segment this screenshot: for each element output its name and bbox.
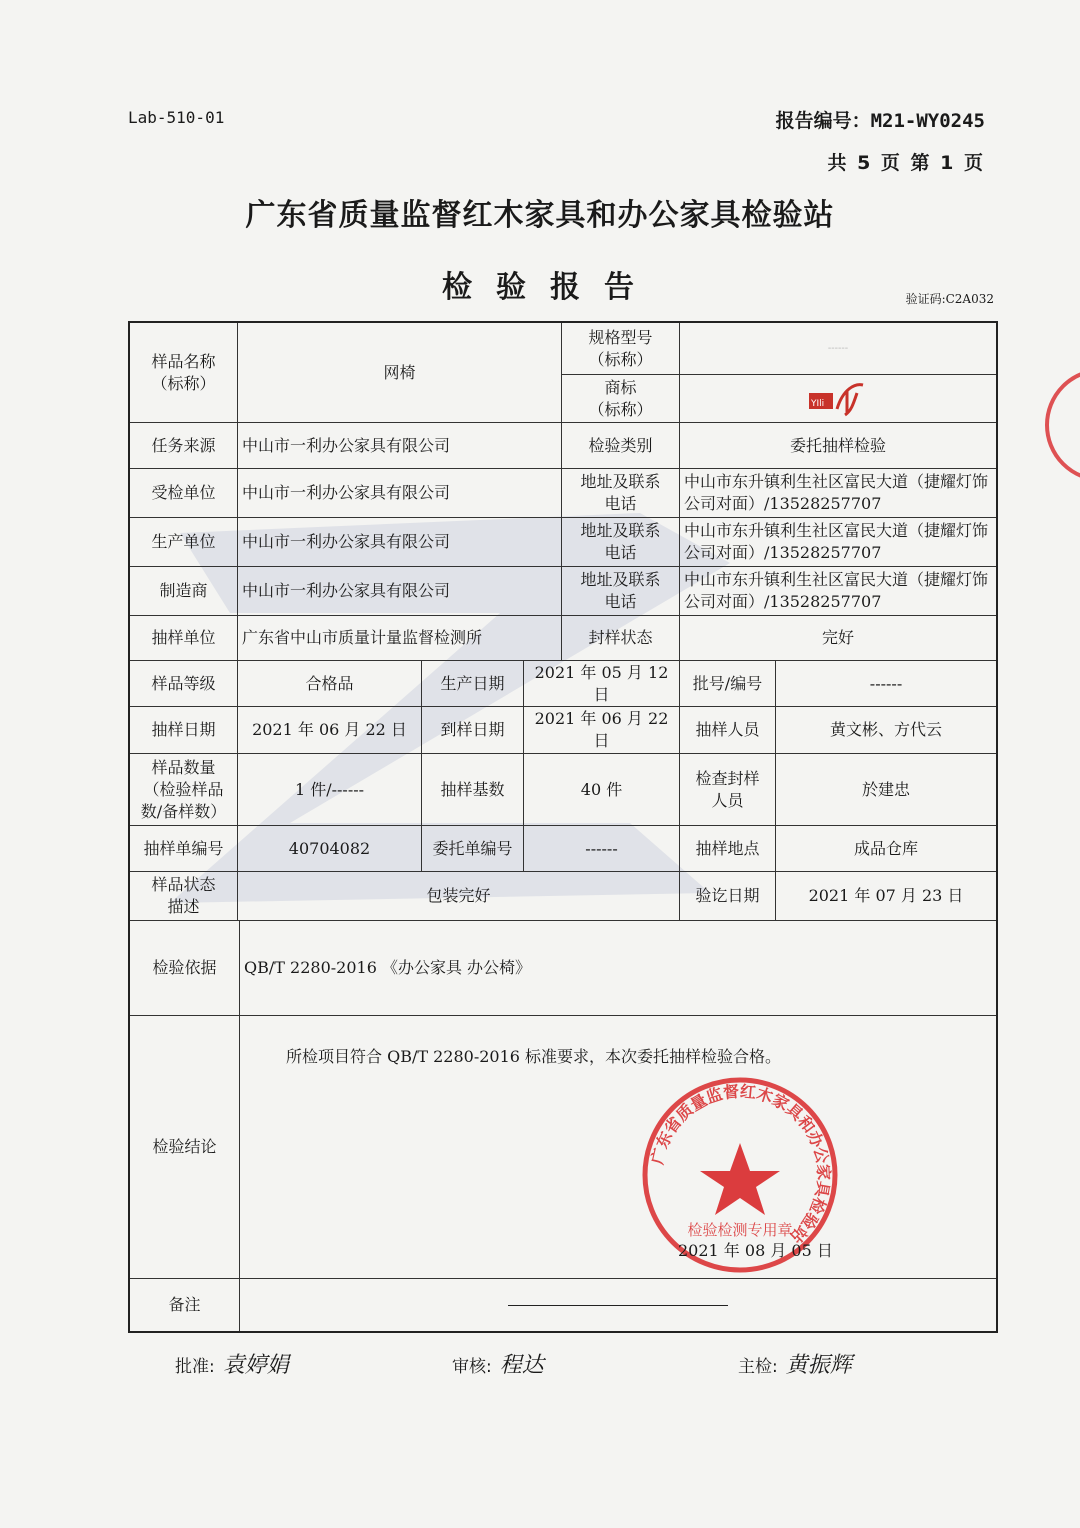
sampling-unit-label: 抽样单位 <box>130 616 238 661</box>
remark-line <box>508 1305 728 1306</box>
trademark-text: YIli <box>811 398 825 409</box>
commission-no-value: ------ <box>524 826 680 872</box>
inspected-unit-value: 中山市一利办公家具有限公司 <box>238 469 562 518</box>
remark-value <box>240 1279 996 1331</box>
approve-signature <box>175 1348 289 1379</box>
sheet-no-label: 抽样单编号 <box>130 826 238 872</box>
seal-caption: 检验检测专用章 <box>687 1221 793 1239</box>
task-source-value: 中山市一利办公家具有限公司 <box>238 423 562 469</box>
conclusion-value: 所检项目符合 QB/T 2280-2016 标准要求，本次委托抽样检验合格。 <box>240 1016 996 1279</box>
inspected-addr-value: 中山市东升镇利生社区富民大道（捷耀灯饰公司对面）/13528257707 <box>680 469 996 518</box>
review-signature <box>452 1348 544 1379</box>
state-value: 包装完好 <box>238 872 680 921</box>
document-title: 广东省质量监督红木家具和办公家具检验站 <box>245 198 835 233</box>
page-count: 共 5 页 第 1 页 <box>827 152 985 174</box>
sampler-value: 黄文彬、方代云 <box>776 707 996 754</box>
location-value: 成品仓库 <box>776 826 996 872</box>
sample-name-label: 样品名称 （标称） <box>130 323 238 423</box>
producer-addr-label: 地址及联系 电话 <box>562 518 680 567</box>
verify-code: 验证码:C2A032 <box>905 292 994 306</box>
base-value: 40 件 <box>524 754 680 826</box>
report-table <box>128 321 998 1333</box>
location-label: 抽样地点 <box>680 826 776 872</box>
seal-state-label: 封样状态 <box>562 616 680 661</box>
base-label: 抽样基数 <box>422 754 524 826</box>
report-number-label: 报告编号： <box>775 110 871 132</box>
inspect-type-label: 检验类别 <box>562 423 680 469</box>
producer-addr-value: 中山市东升镇利生社区富民大道（捷耀灯饰公司对面）/13528257707 <box>680 518 996 567</box>
seal-checker-value: 於建忠 <box>776 754 996 826</box>
manufacturer-addr-label: 地址及联系 电话 <box>562 567 680 616</box>
seal-state-value: 完好 <box>680 616 996 661</box>
approve-name: 袁婷娟 <box>222 1353 289 1378</box>
review-name: 程达 <box>499 1353 544 1378</box>
trademark-icon <box>807 379 869 419</box>
report-number-value: M21-WY0245 <box>870 110 985 132</box>
task-source-label: 任务来源 <box>130 423 238 469</box>
prod-date-value: 2021 年 05 月 12 日 <box>524 661 680 707</box>
main-label: 主检: <box>738 1357 778 1377</box>
quantity-label: 样品数量 （检验样品 数/备样数） <box>130 754 238 826</box>
basis-label: 检验依据 <box>130 921 240 1016</box>
edge-seal-fragment <box>1040 360 1080 490</box>
manufacturer-label: 制造商 <box>130 567 238 616</box>
grade-label: 样品等级 <box>130 661 238 707</box>
basis-value: QB/T 2280-2016 《办公家具 办公椅》 <box>240 921 996 1016</box>
lab-code: Lab-510-01 <box>128 108 225 127</box>
inspect-type-value: 委托抽样检验 <box>680 423 996 469</box>
spec-value: ------ <box>680 323 996 375</box>
batch-label: 批号/编号 <box>680 661 776 707</box>
document-subtitle: 检验报告 <box>442 270 658 305</box>
seal-ring-text: 广东省质量监督红木家具和办公家具检验站 <box>647 1081 834 1247</box>
sheet-no-value: 40704082 <box>238 826 422 872</box>
sampler-label: 抽样人员 <box>680 707 776 754</box>
quantity-value: 1 件/------ <box>238 754 422 826</box>
main-name: 黄振辉 <box>785 1353 852 1378</box>
approve-label: 批准: <box>175 1357 215 1377</box>
producer-label: 生产单位 <box>130 518 238 567</box>
conclusion-label: 检验结论 <box>130 1016 240 1279</box>
main-inspector-signature <box>738 1348 852 1379</box>
producer-value: 中山市一利办公家具有限公司 <box>238 518 562 567</box>
arrival-date-value: 2021 年 06 月 22 日 <box>524 707 680 754</box>
grade-value: 合格品 <box>238 661 422 707</box>
state-label: 样品状态 描述 <box>130 872 238 921</box>
inspected-addr-label: 地址及联系 电话 <box>562 469 680 518</box>
sampling-date-label: 抽样日期 <box>130 707 238 754</box>
prod-date-label: 生产日期 <box>422 661 524 707</box>
trademark-label: 商标 （标称） <box>562 375 680 423</box>
sampling-date-value: 2021 年 06 月 22 日 <box>238 707 422 754</box>
trademark-logo <box>680 375 996 423</box>
inspected-unit-label: 受检单位 <box>130 469 238 518</box>
remark-label: 备注 <box>130 1279 240 1331</box>
finish-date-value: 2021 年 07 月 23 日 <box>776 872 996 921</box>
sampling-unit-value: 广东省中山市质量计量监督检测所 <box>238 616 562 661</box>
arrival-date-label: 到样日期 <box>422 707 524 754</box>
batch-value: ------ <box>776 661 996 707</box>
issue-date: 2021 年 08 月 05 日 <box>678 1241 833 1260</box>
sample-name-value: 网椅 <box>238 323 562 423</box>
commission-no-label: 委托单编号 <box>422 826 524 872</box>
finish-date-label: 验讫日期 <box>680 872 776 921</box>
seal-checker-label: 检查封样 人员 <box>680 754 776 826</box>
spec-label: 规格型号 （标称） <box>562 323 680 375</box>
review-label: 审核: <box>452 1357 492 1377</box>
manufacturer-addr-value: 中山市东升镇利生社区富民大道（捷耀灯饰公司对面）/13528257707 <box>680 567 996 616</box>
report-number <box>776 106 985 133</box>
manufacturer-value: 中山市一利办公家具有限公司 <box>238 567 562 616</box>
